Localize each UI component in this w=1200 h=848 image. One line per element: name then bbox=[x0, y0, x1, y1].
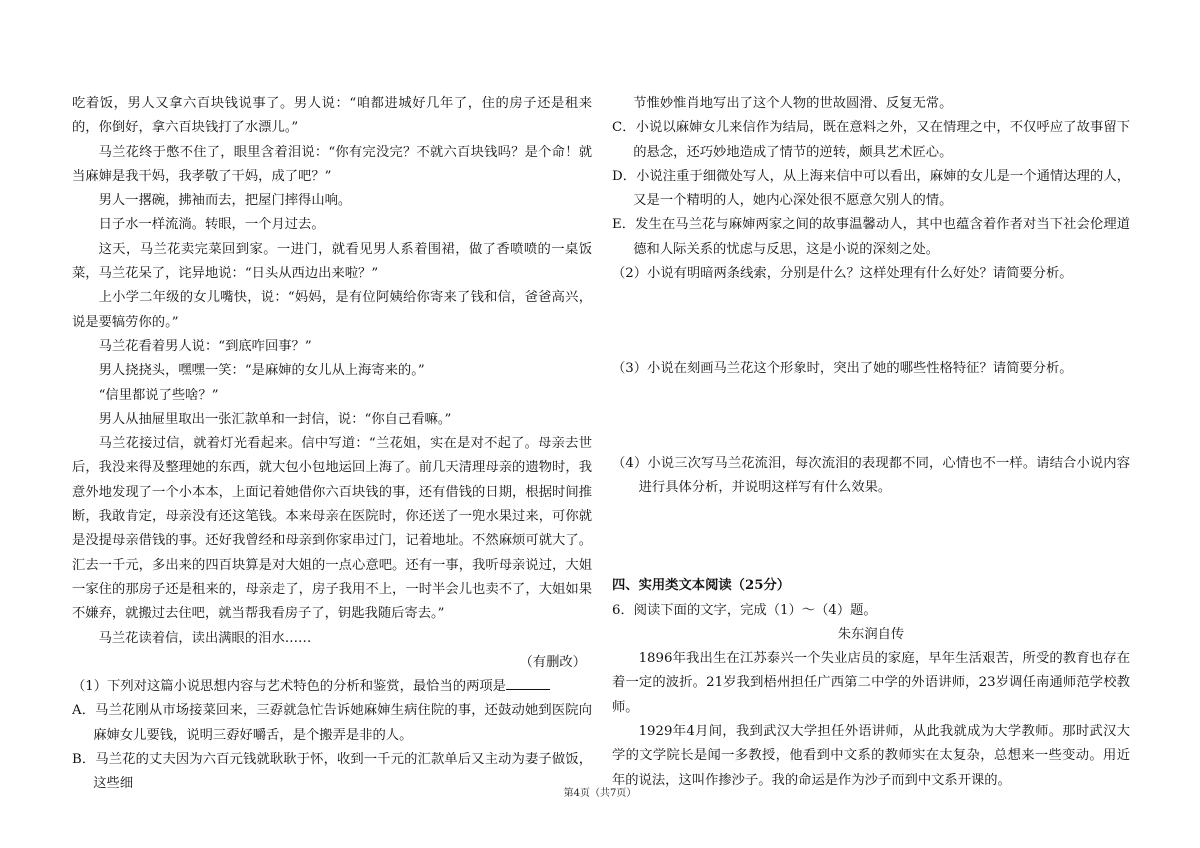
story-paragraph: 马兰花读着信，读出满眼的泪水…… bbox=[98, 630, 312, 646]
answer-space[interactable] bbox=[612, 500, 1130, 574]
question-2: （2）小说有明暗两条线索，分别是什么？这样处理有什么好处？请简要分析。 bbox=[612, 266, 1073, 282]
story-paragraph: 日子水一样流淌。转眼，一个月过去。 bbox=[98, 217, 325, 233]
story-paragraph: 马兰花接过信，就着灯光看起来。信中写道：“兰花姐，实在是对不起了。母亲去世后，我没来得及整理她的东西，就大包小包地运回上海了。前几天清理母亲的遗物时，我意外地发现了一个小本本，上面记着她借你六百块钱的事，还有借钱的日期，根据时间推断，我敢肯定，母亲没有还这笔钱。本来母亲在医院时，你还送了一兜水果过来，可你就是没提母亲借钱的事。还好我曾经和母亲到你家串过门，记着地址。不然麻烦可就大了。汇去一千元，多出来的四百块算是对大姐的一点心意吧。还有一事，我听母亲说过，大姐一家住的那房子还是租来的，母亲走了，房子我用不上，一时半会儿也卖不了，大姐如果不嫌弃，就搬过去住吧，就当帮我看房子了，钥匙我随后寄去。” bbox=[72, 436, 592, 622]
question-1-stem bbox=[72, 675, 592, 699]
story-paragraph: 男人挠挠头，嘿嘿一笑：“是麻婶的女儿从上海寄来的。” bbox=[98, 363, 425, 379]
article-paragraph: 1896年我出生在江苏泰兴一个失业店员的家庭，早年生活艰苦，所受的教育也存在着一定的波折。21岁我到梧州担任广西第二中学的外语讲师，23岁调任南通师范学校教师。 bbox=[612, 651, 1130, 715]
story-paragraph: 吃着饭，男人又拿六百块钱说事了。男人说：“咱都进城好几年了，住的房子还是租来的，你倒好，拿六百块钱打了水漂儿。” bbox=[72, 96, 592, 136]
question-3: （3）小说在刻画马兰花这个形象时，突出了她的哪些性格特征？请简要分析。 bbox=[612, 361, 1073, 377]
left-column bbox=[72, 92, 592, 797]
question-6-stem: 6．阅读下面的文字，完成（1）～（4）题。 bbox=[612, 602, 877, 618]
story-paragraph: 马兰花看着男人说：“到底咋回事？” bbox=[98, 338, 312, 354]
article-paragraph: 1929年4月间，我到武汉大学担任外语讲师，从此我就成为大学教师。那时武汉大学的文学院长是闻一多教授，他看到中文系的教师实在太复杂，总想来一些变动。用近年的说法，这叫作掺沙子。我的命运是作为沙子而到中文系开课的。 bbox=[612, 724, 1130, 788]
question-1-text: （1）下列对这篇小说思想内容与艺术特色的分析和鉴赏，最恰当的两项是 bbox=[72, 679, 506, 695]
section-title: 四、实用类文本阅读（25分） bbox=[612, 578, 791, 594]
source-note: （有删改） bbox=[519, 654, 586, 670]
answer-blank[interactable] bbox=[506, 677, 550, 690]
story-paragraph: 这天，马兰花卖完菜回到家。一进门，就看见男人系着围裙，做了香喷喷的一桌饭菜，马兰花呆了，诧异地说：“日头从西边出来啦？” bbox=[72, 241, 592, 282]
option-a: A．马兰花刚从市场接菜回来，三孬就急忙告诉她麻婶生病住院的事，还鼓动她到医院向麻婶女儿要钱，说明三孬好嚼舌，是个搬弄是非的人。 bbox=[72, 703, 592, 743]
article-title: 朱东润自传 bbox=[837, 626, 905, 642]
question-4: （4）小说三次写马兰花流泪，每次流泪的表现都不同，心情也不一样。请结合小说内容进行具体分析，并说明这样写有什么效果。 bbox=[612, 455, 1130, 495]
answer-space[interactable] bbox=[612, 286, 1130, 357]
story-paragraph: 男人一撂碗，拂袖而去，把屋门摔得山响。 bbox=[98, 193, 352, 209]
option-c: C．小说以麻婶女儿来信作为结局，既在意料之外，又在情理之中，不仅呼应了故事留下的悬念，还巧妙地造成了情节的逆转，颇具艺术匠心。 bbox=[612, 120, 1130, 160]
answer-space[interactable] bbox=[612, 382, 1130, 452]
story-paragraph: 马兰花终于憋不住了，眼里含着泪说：“你有完没完？不就六百块钱吗？是个命！就当麻婶是我干妈，我孝敬了干妈，成了吧？” bbox=[72, 144, 592, 184]
option-e: E．发生在马兰花与麻婶两家之间的故事温馨动人，其中也蕴含着作者对当下社会伦理道德和人际关系的忧虑与反思，这是小说的深刻之处。 bbox=[612, 217, 1130, 257]
option-b-continuation: 节惟妙惟肖地写出了这个人物的世故圆滑、反复无常。 bbox=[633, 96, 953, 111]
option-d: D．小说注重于细微处写人，从上海来信中可以看出，麻婶的女儿是一个通情达理的人，又是一个精明的人，她内心深处很不愿意欠别人的情。 bbox=[612, 168, 1130, 209]
story-paragraph: “信里都说了些啥？” bbox=[98, 387, 219, 403]
option-b: B．马兰花的丈夫因为六百元钱就耿耿于怀，收到一千元的汇款单后又主动为妻子做饭，这些细 bbox=[72, 752, 592, 792]
story-paragraph: 男人从抽屉里取出一张汇款单和一封信，说：“你自己看嘛。” bbox=[98, 411, 452, 427]
right-column bbox=[612, 92, 1130, 793]
page-footer: 第4页（共7页） bbox=[563, 788, 637, 799]
story-paragraph: 上小学二年级的女儿嘴快，说：“妈妈，是有位阿姨给你寄来了钱和信，爸爸高兴，说是要犒劳你的。” bbox=[72, 290, 592, 330]
